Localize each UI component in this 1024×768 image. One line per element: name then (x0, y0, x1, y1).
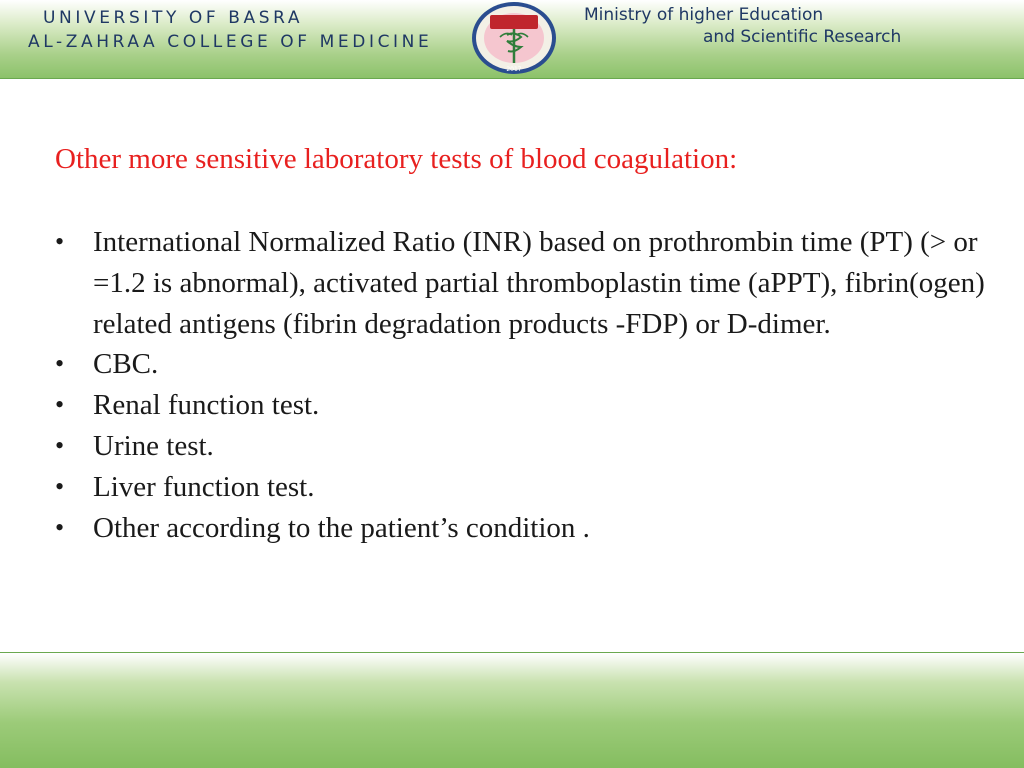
bullet-item (55, 467, 995, 508)
ministry-name: Ministry of higher Education (584, 5, 824, 25)
bullet-icon: • (55, 512, 65, 542)
university-name: UNIVERSITY OF BASRA (43, 8, 304, 28)
bullet-item (55, 385, 995, 426)
bullet-text: CBC. (93, 348, 159, 381)
bullet-text: Liver function test. (93, 470, 315, 503)
college-seal-icon (470, 1, 558, 75)
bullet-item (55, 222, 995, 344)
bullet-icon: • (55, 390, 65, 420)
bullet-item (55, 344, 995, 385)
bullet-icon: • (55, 349, 65, 379)
bullet-icon: • (55, 471, 65, 501)
logo-year: 2017 (506, 66, 522, 73)
bullet-icon: • (55, 430, 65, 460)
bullet-icon: • (55, 227, 65, 256)
bullet-list (55, 222, 995, 548)
bullet-item (55, 426, 995, 467)
bullet-text: Other according to the patient’s condition . (93, 511, 590, 544)
college-name: AL-ZAHRAA COLLEGE OF MEDICINE (28, 32, 433, 52)
bullet-text: Renal function test. (93, 389, 320, 422)
ministry-subtitle: and Scientific Research (703, 27, 902, 47)
bullet-item (55, 508, 995, 549)
footer-band (0, 652, 1024, 768)
slide-content (55, 140, 995, 548)
header-band (0, 0, 1024, 79)
slide-heading: Other more sensitive laboratory tests of blood coagulation: (55, 143, 738, 175)
bullet-text: Urine test. (93, 429, 214, 462)
bullet-text: International Normalized Ratio (INR) based on prothrombin time (PT) (> or =1.2 is abnormal), activated partial thromboplastin time (aPPT), fibrin(ogen) related antigens (fibrin degradation products -FDP) or D-dimer. (93, 226, 985, 340)
